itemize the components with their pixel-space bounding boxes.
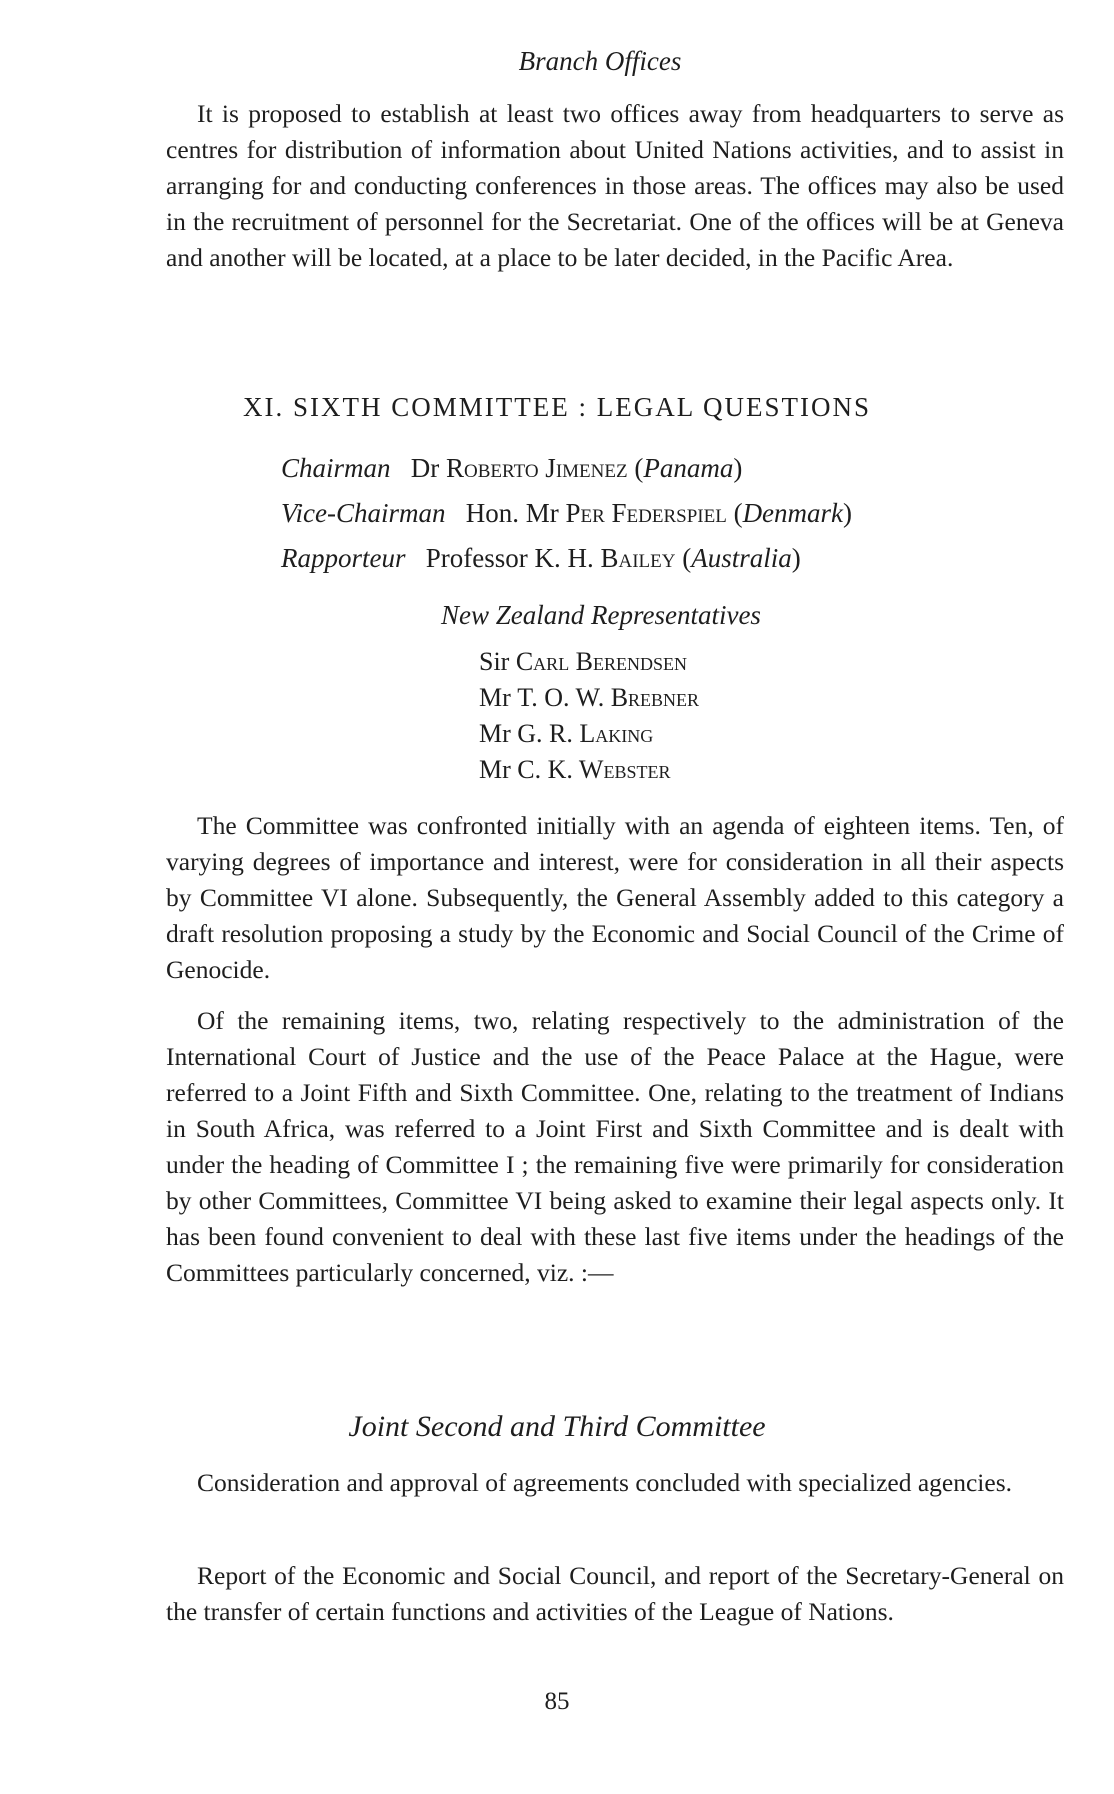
officer-role: Vice-Chairman <box>281 498 446 528</box>
officer-country: Australia <box>691 543 792 573</box>
officer-name: Roberto Jimenez <box>446 453 628 483</box>
committee-paragraph-1-block <box>166 808 1064 988</box>
branch-offices-heading: Branch Offices <box>518 46 682 76</box>
officer-name: Per Federspiel <box>565 498 727 528</box>
rep-prefix: Sir <box>479 647 510 676</box>
branch-offices-paragraph: It is proposed to establish at least two offices away from headquarters to serve as centres for distribution of information about United Nations activities, and to assist in arranging for and conducting conferences in those areas. The offices may also be used in the recruitment of personnel for the Secretariat. One of the offices will be at Geneva and another will be located, at a place to be later decided, in the Pacific Area. <box>166 99 1064 272</box>
representatives-heading: New Zealand Representatives <box>441 600 761 630</box>
representative <box>479 680 699 716</box>
rep-prefix: Mr <box>479 719 511 748</box>
joint-committee-item: Report of the Economic and Social Council, and report of the Secretary-General on the transfer of certain functions and activities of the League of Nations. <box>166 1561 1064 1626</box>
committee-paragraph-2-block <box>166 1003 1064 1291</box>
joint-committee-item-1-block <box>166 1465 1064 1501</box>
rep-prefix: Mr <box>479 683 511 712</box>
rep-name: G. R. Laking <box>517 719 654 748</box>
officer-prefix: Dr <box>410 453 440 483</box>
joint-committee-item-2-block <box>166 1558 1064 1630</box>
officer-prefix: Professor <box>425 543 528 573</box>
representative <box>479 644 687 680</box>
officer-name: K. H. Bailey <box>534 543 676 573</box>
officer-role: Chairman <box>281 453 391 483</box>
branch-offices-section <box>136 46 1064 85</box>
rep-name: Carl Berendsen <box>515 647 688 676</box>
representative <box>479 716 653 752</box>
officer-chairman: Chairman Dr Roberto Jimenez (Panama) <box>281 453 743 483</box>
page-number: 85 <box>544 1688 570 1715</box>
branch-offices-body <box>166 96 1064 276</box>
officer-country: Denmark <box>742 498 844 528</box>
officer-country: Panama <box>643 453 734 483</box>
rep-name: C. K. Webster <box>517 755 671 784</box>
joint-committee-heading: Joint Second and Third Committee <box>348 1410 766 1443</box>
committee-paragraph-1: The Committee was confronted initially with an agenda of eighteen items. Ten, of varying degrees of importance and interest, were for consideration in all their aspects by Committee VI alone. Subsequently, the General Assembly added to this category a draft resolution proposing a study by the Economic and Social Council of the Crime of Genocide. <box>166 811 1064 984</box>
officer-prefix: Hon. Mr <box>465 498 559 528</box>
joint-committee-item: Consideration and approval of agreements concluded with specialized agencies. <box>197 1468 1012 1497</box>
committee-title: XI. SIXTH COMMITTEE : LEGAL QUESTIONS <box>243 392 871 422</box>
officer-rapporteur: Rapporteur Professor K. H. Bailey (Australia) <box>281 543 801 573</box>
officer-role: Rapporteur <box>281 543 406 573</box>
representative <box>479 752 670 788</box>
officer-vice-chairman: Vice-Chairman Hon. Mr Per Federspiel (Denmark) <box>281 498 853 528</box>
rep-name: T. O. W. Brebner <box>517 683 700 712</box>
committee-paragraph-2: Of the remaining items, two, relating respectively to the administration of the International Court of Justice and the use of the Peace Palace at the Hague, were referred to a Joint Fifth and Sixth Committee. One, relating to the treatment of Indians in South Africa, was referred to a Joint First and Sixth Committee and is dealt with under the heading of Committee I ; the remaining five were primarily for consideration by other Committees, Committee VI being asked to examine their legal aspects only. It has been found convenient to deal with these last five items under the headings of the Committees particularly concerned, viz. :— <box>166 1006 1064 1287</box>
rep-prefix: Mr <box>479 755 511 784</box>
joint-committee-heading-block <box>0 1410 1114 1444</box>
